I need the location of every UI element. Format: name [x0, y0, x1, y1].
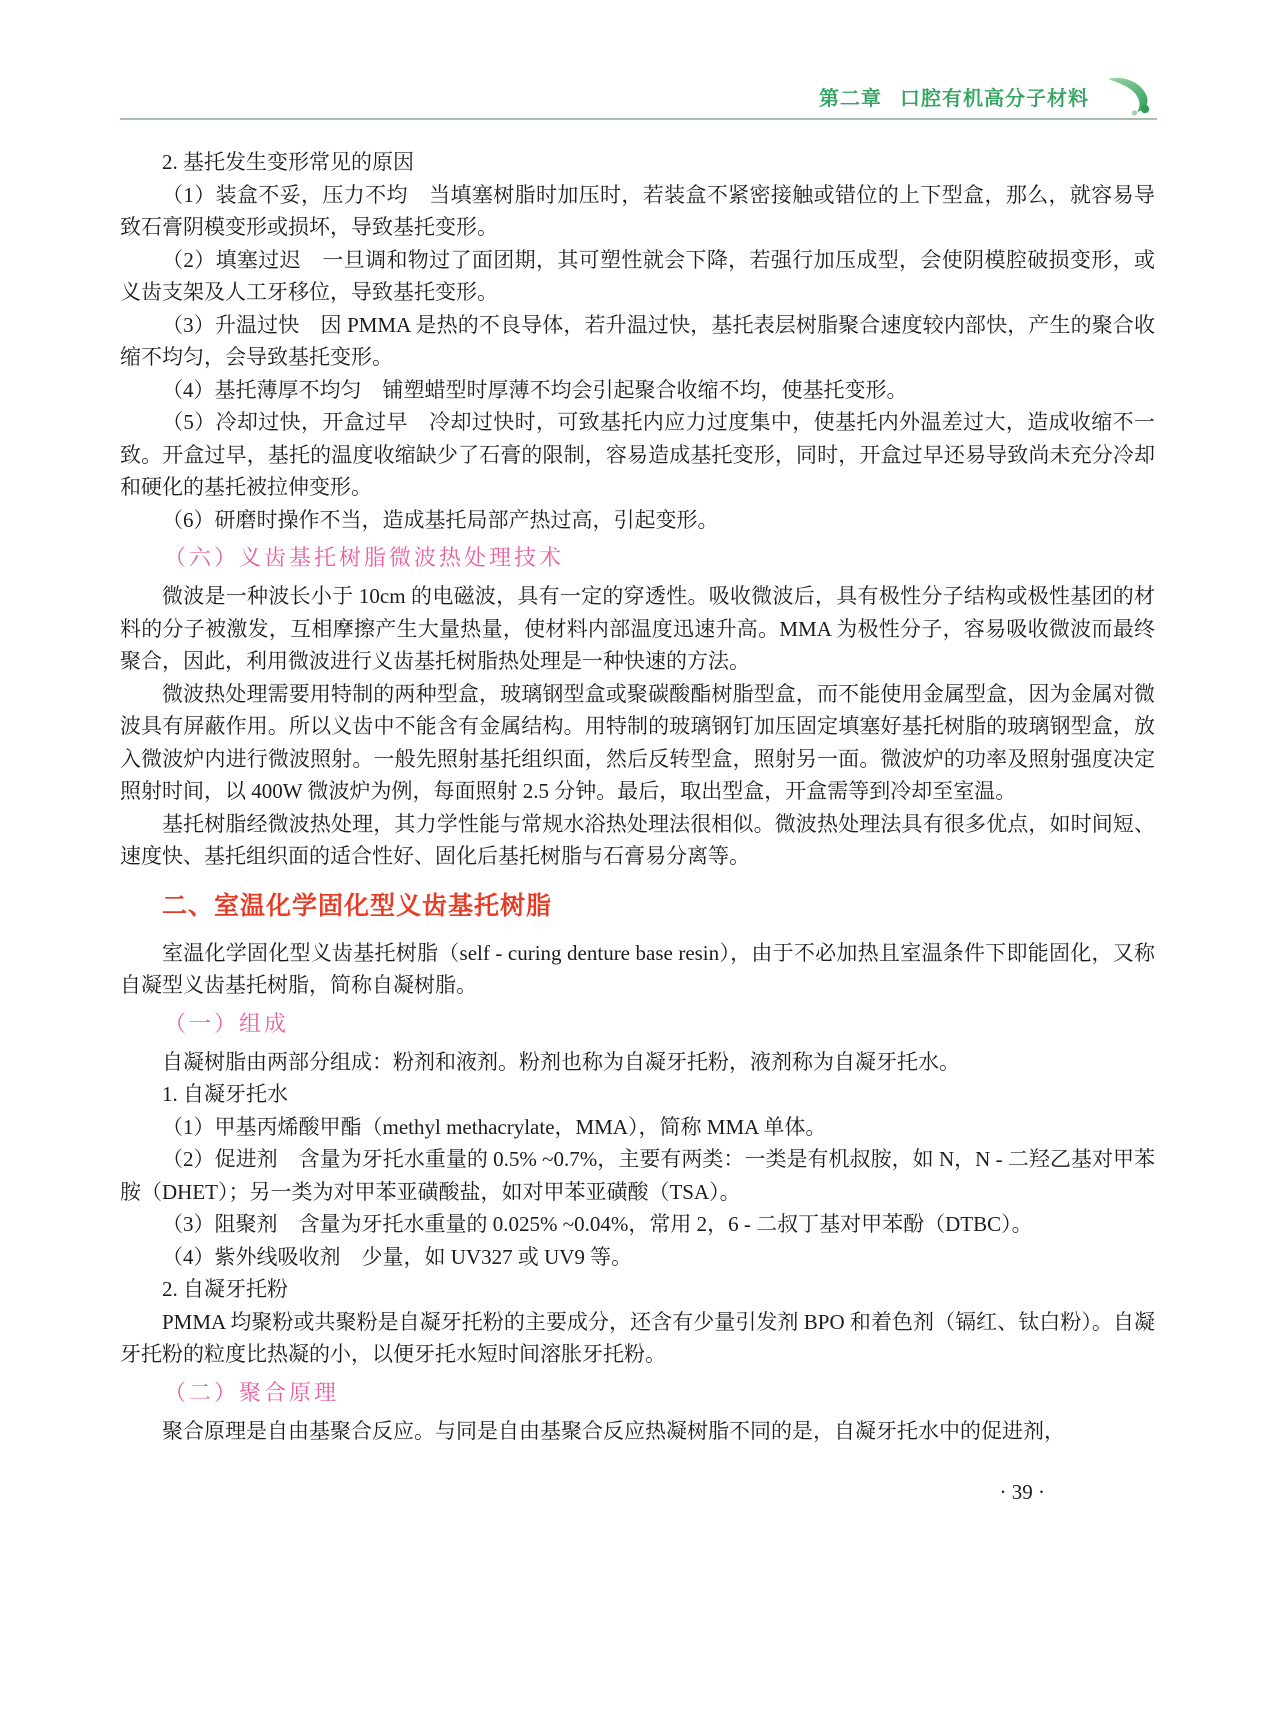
- header-divider: [120, 118, 1157, 120]
- paragraph: （2）促进剂 含量为牙托水重量的 0.5% ~0.7%，主要有两类：一类是有机叔胺，如 N，N - 二羟乙基对甲苯胺（DHET）；另一类为对甲苯亚磺酸盐，如对甲苯亚磺酸（TSA）。: [120, 1147, 1155, 1204]
- content: [120, 146, 1155, 1447]
- paragraph: 室温化学固化型义齿基托树脂（self - curing denture base resin），由于不必加热且室温条件下即能固化，又称自凝型义齿基托树脂，简称自凝树脂。: [120, 940, 1155, 997]
- paragraph: 聚合原理是自由基聚合反应。与同是自由基聚合反应热凝树脂不同的是，自凝牙托水中的促进剂，: [162, 1418, 1065, 1443]
- paragraph: 基托树脂经微波热处理，其力学性能与常规水浴热处理法很相似。微波热处理法具有很多优点，如时间短、速度快、基托组织面的适合性好、固化后基托树脂与石膏易分离等。: [120, 811, 1155, 868]
- paragraph: 2. 自凝牙托粉: [162, 1277, 288, 1301]
- page-number: · 39 ·: [999, 1480, 1045, 1504]
- subsection-heading: （一）组成: [164, 1010, 290, 1036]
- paragraph: （4）紫外线吸收剂 少量，如 UV327 或 UV9 等。: [162, 1244, 633, 1269]
- paragraph: （3）升温过快 因 PMMA 是热的不良导体，若升温过快，基托表层树脂聚合速度较内部快，产生的聚合收缩不均匀，会导致基托变形。: [120, 312, 1155, 369]
- paragraph: （4）基托薄厚不均匀 铺塑蜡型时厚薄不均会引起聚合收缩不均，使基托变形。: [162, 377, 908, 402]
- paragraph: （6）研磨时操作不当，造成基托局部产热过高，引起变形。: [162, 507, 719, 532]
- page-header: [120, 76, 1157, 116]
- paragraph: （1）装盒不妥，压力不均 当填塞树脂时加压时，若装盒不紧密接触或错位的上下型盒，那么，就容易导致石膏阴模变形或损坏，导致基托变形。: [120, 182, 1155, 239]
- paragraph: （1）甲基丙烯酸甲酯（methyl methacrylate，MMA），简称 MMA 单体。: [162, 1114, 827, 1139]
- paragraph: 1. 自凝牙托水: [162, 1082, 288, 1106]
- paragraph: 2. 基托发生变形常见的原因: [162, 150, 414, 174]
- running-head: [819, 82, 1089, 111]
- paragraph: （3）阻聚剂 含量为牙托水重量的 0.025% ~0.04%，常用 2，6 - 二叔丁基对甲苯酚（DTBC）。: [162, 1212, 1033, 1236]
- subsection-heading: （六）义齿基托树脂微波热处理技术: [164, 545, 565, 570]
- section-heading: 二、室温化学固化型义齿基托树脂: [162, 891, 553, 920]
- publisher-logo-icon: [1103, 76, 1157, 116]
- chapter-number: 第二章: [819, 87, 882, 110]
- chapter-title: 口腔有机高分子材料: [900, 87, 1089, 110]
- paragraph: PMMA 均聚粉或共聚粉是自凝牙托粉的主要成分，还含有少量引发剂 BPO 和着色剂（镉红、钛白粉）。自凝牙托粉的粒度比热凝的小，以便牙托水短时间溶胀牙托粉。: [120, 1309, 1155, 1366]
- paragraph: （5）冷却过快，开盒过早 冷却过快时，可致基托内应力过度集中，使基托内外温差过大，造成收缩不一致。开盒过早，基托的温度收缩缺少了石膏的限制，容易造成基托变形，同时，开盒过早还易导致尚未充分冷却和硬化的基托被拉伸变形。: [120, 410, 1155, 499]
- paragraph: 微波是一种波长小于 10cm 的电磁波，具有一定的穿透性。吸收微波后，具有极性分子结构或极性基团的材料的分子被激发，互相摩擦产生大量热量，使材料内部温度迅速升高。MMA 为极性分子，容易吸收微波而最终聚合，因此，利用微波进行义齿基托树脂热处理是一种快速的方法。: [120, 584, 1155, 673]
- paragraph: （2）填塞过迟 一旦调和物过了面团期，其可塑性就会下降，若强行加压成型，会使阴模腔破损变形，或义齿支架及人工牙移位，导致基托变形。: [120, 247, 1155, 304]
- paragraph: 微波热处理需要用特制的两种型盒，玻璃钢型盒或聚碳酸酯树脂型盒，而不能使用金属型盒，因为金属对微波具有屏蔽作用。所以义齿中不能含有金属结构。用特制的玻璃钢钉加压固定填塞好基托树脂的玻璃钢型盒，放入微波炉内进行微波照射。一般先照射基托组织面，然后反转型盒，照射另一面。微波炉的功率及照射强度决定照射时间，以 400W 微波炉为例，每面照射 2.5 分钟。最后，取出型盒，开盒需等到冷却至室温。: [120, 681, 1155, 803]
- paragraph: 自凝树脂由两部分组成：粉剂和液剂。粉剂也称为自凝牙托粉，液剂称为自凝牙托水。: [162, 1049, 960, 1074]
- subsection-heading: （二）聚合原理: [164, 1379, 340, 1405]
